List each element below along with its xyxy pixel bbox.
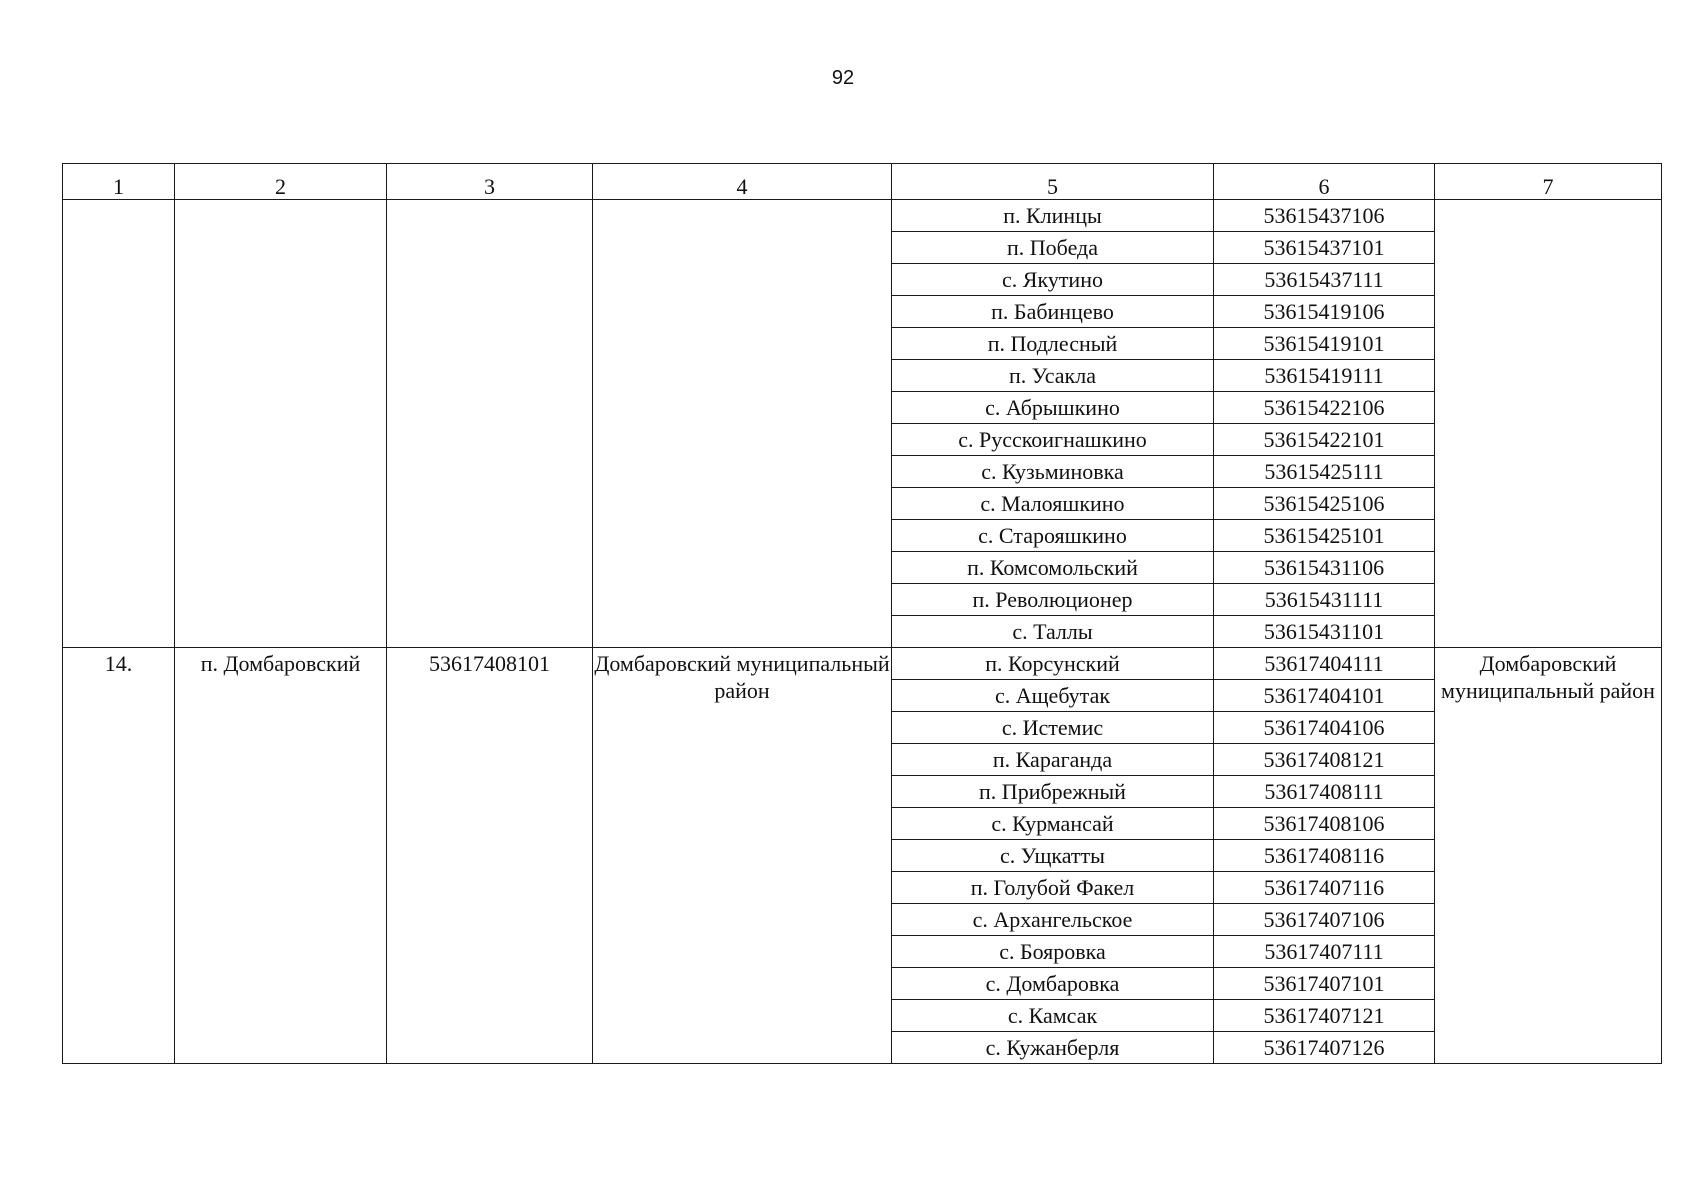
- settlement-code-cell: 53615422101: [1214, 424, 1435, 456]
- page-number: 92: [831, 67, 855, 89]
- settlement-code-cell: 53617404106: [1214, 712, 1435, 744]
- settlement-name-cell: с. Русскоигнашкино: [892, 424, 1214, 456]
- settlement-code-cell: 53615431111: [1214, 584, 1435, 616]
- column-header-4: 4: [593, 164, 892, 200]
- settlement-name-cell: п. Караганда: [892, 744, 1214, 776]
- settlement-code-cell: 53615422106: [1214, 392, 1435, 424]
- settlement-code-cell: 53617408121: [1214, 744, 1435, 776]
- settlement-code-cell: 53615425111: [1214, 456, 1435, 488]
- settlement-name-cell: с. Абрышкино: [892, 392, 1214, 424]
- settlement-name-cell: с. Якутино: [892, 264, 1214, 296]
- column-header-7: 7: [1435, 164, 1662, 200]
- settlement-code-cell: 53615431101: [1214, 616, 1435, 648]
- table-row: [63, 200, 1662, 232]
- table-row: [63, 648, 1662, 680]
- settlement-name-cell: п. Бабинцево: [892, 296, 1214, 328]
- settlement-code-cell: 53615425101: [1214, 520, 1435, 552]
- district-cell: [593, 200, 892, 648]
- settlement-name-cell: п. Комсомольский: [892, 552, 1214, 584]
- table-body: [63, 164, 1662, 1064]
- column-header-5: 5: [892, 164, 1214, 200]
- settlement-code-cell: 53617404111: [1214, 648, 1435, 680]
- settlement-code-cell: 53617407111: [1214, 936, 1435, 968]
- column-header-6: 6: [1214, 164, 1435, 200]
- settlement-name-cell: с. Таллы: [892, 616, 1214, 648]
- settlement-name-cell: с. Ащебутак: [892, 680, 1214, 712]
- settlement-code-cell: 53617407121: [1214, 1000, 1435, 1032]
- municipality-cell: [1435, 200, 1662, 648]
- column-header-3: 3: [387, 164, 593, 200]
- settlement-code-cell: 53617408116: [1214, 840, 1435, 872]
- settlement-name-cell: с. Кузьминовка: [892, 456, 1214, 488]
- number-cell: [63, 200, 175, 648]
- settlement-code-cell: 53617407101: [1214, 968, 1435, 1000]
- settlement-name-cell: с. Кужанберля: [892, 1032, 1214, 1064]
- settlement-name-cell: п. Прибрежный: [892, 776, 1214, 808]
- settlement-name-cell: с. Старояшкино: [892, 520, 1214, 552]
- settlement-name-cell: п. Подлесный: [892, 328, 1214, 360]
- settlement-code-cell: 53617408111: [1214, 776, 1435, 808]
- center-code-cell: 53617408101: [387, 648, 593, 1064]
- settlement-name-cell: с. Камсак: [892, 1000, 1214, 1032]
- settlement-code-cell: 53615437111: [1214, 264, 1435, 296]
- district-cell: Домбаровский муниципальный район: [593, 648, 892, 1064]
- settlement-name-cell: с. Домбаровка: [892, 968, 1214, 1000]
- settlement-name-cell: п. Корсунский: [892, 648, 1214, 680]
- settlement-code-cell: 53615419111: [1214, 360, 1435, 392]
- column-header-2: 2: [175, 164, 387, 200]
- settlement-name-cell: с. Архангельское: [892, 904, 1214, 936]
- settlement-name-cell: с. Истемис: [892, 712, 1214, 744]
- settlement-name-cell: с. Ущкатты: [892, 840, 1214, 872]
- settlement-name-cell: с. Курмансай: [892, 808, 1214, 840]
- center-settlement-cell: п. Домбаровский: [175, 648, 387, 1064]
- settlement-code-cell: 53615425106: [1214, 488, 1435, 520]
- group-number-cell: 14.: [63, 648, 175, 1064]
- column-header-1: 1: [63, 164, 175, 200]
- municipality-cell: Домбаровский муниципальный район: [1435, 648, 1662, 1064]
- settlement-code-cell: 53615419101: [1214, 328, 1435, 360]
- settlement-code-cell: 53617408106: [1214, 808, 1435, 840]
- settlement-code-cell: 53617407116: [1214, 872, 1435, 904]
- settlement-code-cell: 53615419106: [1214, 296, 1435, 328]
- settlement-code-cell: 53617404101: [1214, 680, 1435, 712]
- settlements-table: [62, 163, 1662, 1064]
- settlement-code-cell: 53617407126: [1214, 1032, 1435, 1064]
- settlement-code-cell: 53617407106: [1214, 904, 1435, 936]
- settlement-name-cell: п. Революционер: [892, 584, 1214, 616]
- settlement-name-cell: п. Клинцы: [892, 200, 1214, 232]
- center-code-cell: [387, 200, 593, 648]
- settlement-code-cell: 53615437106: [1214, 200, 1435, 232]
- settlement-name-cell: с. Бояровка: [892, 936, 1214, 968]
- settlement-name-cell: с. Малояшкино: [892, 488, 1214, 520]
- settlement-code-cell: 53615437101: [1214, 232, 1435, 264]
- settlement-name-cell: п. Усакла: [892, 360, 1214, 392]
- settlement-code-cell: 53615431106: [1214, 552, 1435, 584]
- settlement-name-cell: п. Голубой Факел: [892, 872, 1214, 904]
- settlement-name-cell: п. Победа: [892, 232, 1214, 264]
- table-header-row: [63, 164, 1662, 200]
- center-settlement-cell: [175, 200, 387, 648]
